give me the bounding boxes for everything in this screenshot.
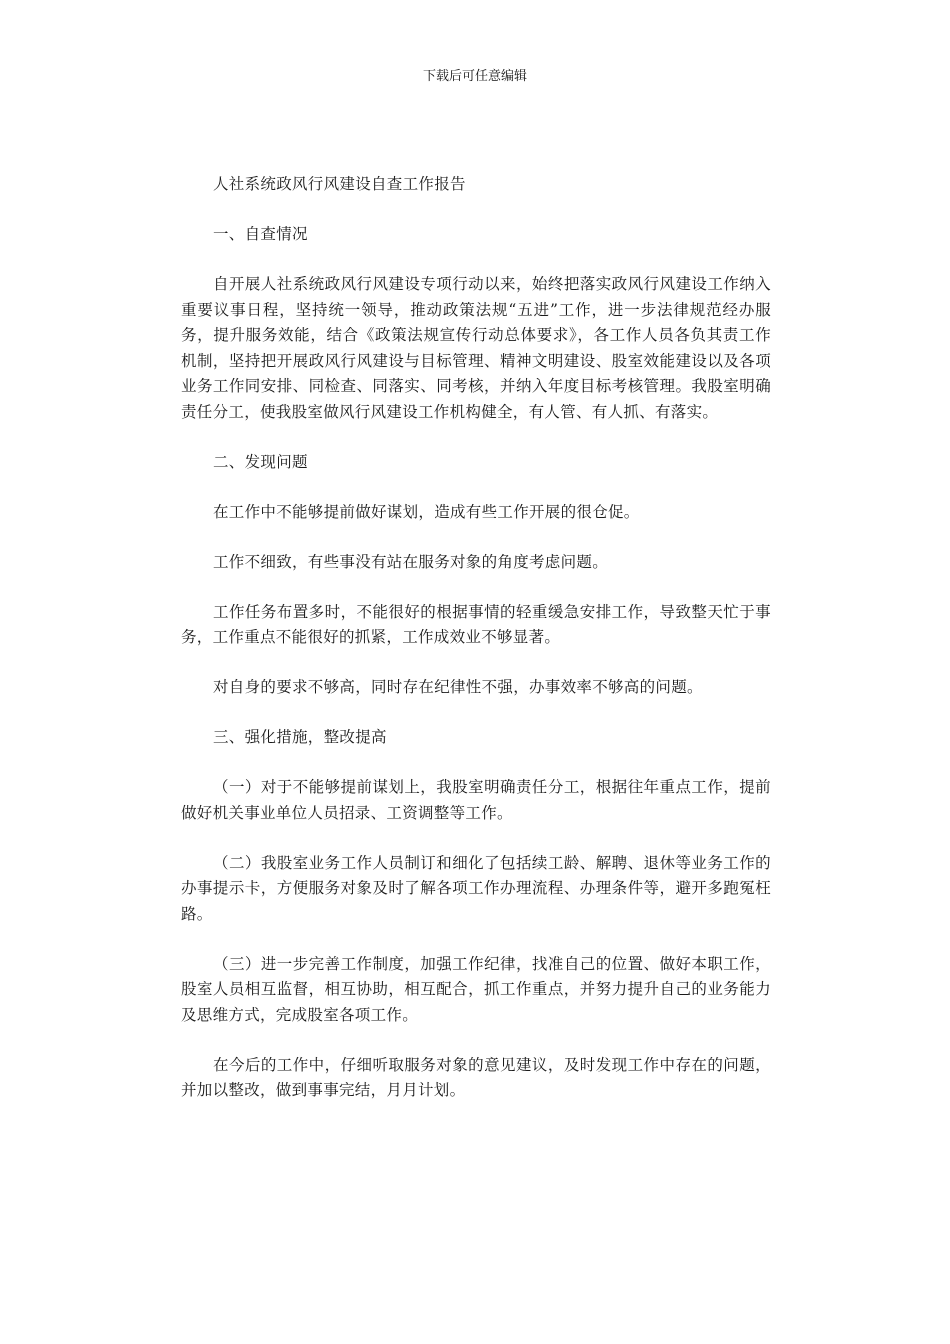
problem-paragraph-1: 在工作中不能够提前做好谋划，造成有些工作开展的很仓促。 bbox=[213, 502, 640, 521]
section-heading-problems: 二、发现问题 bbox=[213, 452, 308, 471]
problem-paragraph-4: 对自身的要求不够高，同时存在纪律性不强，办事效率不够高的问题。 bbox=[213, 678, 703, 696]
self-check-paragraph: 自开展人社系统政风行风建设专项行动以来，始终把落实政风行风建设工作纳入重要议事日程，坚持统一领导，推动政策法规“五进”工作，进一步法律规范经办服务，提升服务效能，结合《政策法规宣传行动总体要求》，各工作人员各负其责工作机制，坚持把开展政风行风建设与目标管理、精神文明建设、股室效能建设以及各项业务工作同安排、同检查、同落实、同考核，并纳入年度目标考核管理。我股室明确责任分工，使我股室做风行风建设工作机构健全，有人管、有人抓、有落实。 bbox=[181, 275, 771, 421]
measure-paragraph-3: （三）进一步完善工作制度，加强工作纪律，找准自己的位置、做好本职工作，股室人员相互监督，相互协助，相互配合，抓工作重点，并努力提升自己的业务能力及思维方式，完成股室各项工作。 bbox=[181, 954, 771, 1024]
problem-paragraph-2: 工作不细致，有些事没有站在服务对象的角度考虑问题。 bbox=[213, 552, 609, 571]
page-header-note: 下载后可任意编辑 bbox=[422, 69, 527, 84]
measure-paragraph-2: （二）我股室业务工作人员制订和细化了包括续工龄、解聘、退休等业务工作的办事提示卡，方便服务对象及时了解各项工作办理流程、办理条件等，避开多跑冤枉路。 bbox=[181, 853, 771, 923]
section-heading-self-check: 一、自查情况 bbox=[213, 225, 308, 243]
section-heading-measures: 三、强化措施，整改提高 bbox=[213, 728, 387, 746]
document-body bbox=[181, 172, 771, 1128]
problem-paragraph-3: 工作任务布置多时，不能很好的根据事情的轻重缓急安排工作，导致整天忙于事务，工作重点不能很好的抓紧，工作成效业不够显著。 bbox=[181, 602, 771, 646]
document-title: 人社系统政风行风建设自查工作报告 bbox=[213, 175, 466, 193]
measure-paragraph-1: （一）对于不能够提前谋划上，我股室明确责任分工，根据往年重点工作，提前做好机关事业单位人员招录、工资调整等工作。 bbox=[181, 778, 771, 822]
closing-paragraph: 在今后的工作中，仔细听取服务对象的意见建议，及时发现工作中存在的问题，并加以整改，做到事事完结，月月计划。 bbox=[181, 1055, 771, 1099]
